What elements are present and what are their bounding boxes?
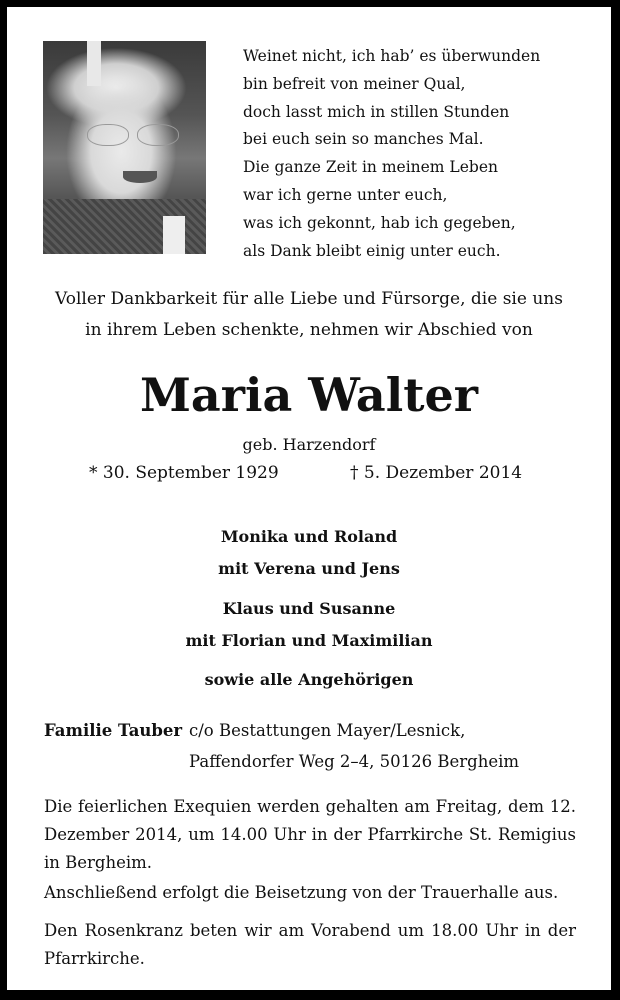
poem-line: bei euch sein so manches Mal. <box>243 130 484 149</box>
poem-line: doch lasst mich in stillen Stunden <box>243 102 510 121</box>
portrait-photo <box>43 41 206 254</box>
photo-mouth <box>123 171 157 183</box>
intro-line: Voller Dankbarkeit für alle Liebe und Fürsorge, die sie uns <box>55 289 563 309</box>
poem-line: bin befreit von meiner Qual, <box>243 74 466 93</box>
obituary-card <box>7 7 611 990</box>
notice-rosenkranz: Den Rosenkranz beten wir am Vorabend um 18.00 Uhr in der Pfarrkirche. <box>44 921 576 968</box>
mourner-line: Klaus und Susanne <box>222 599 396 618</box>
poem <box>243 43 540 265</box>
contact-address-line2: Paffendorfer Weg 2–4, 50126 Bergheim <box>189 752 520 771</box>
mourner-line: Monika und Roland <box>220 527 398 546</box>
poem-line: Weinet nicht, ich hab’ es überwunden <box>243 47 541 65</box>
photo-glasses <box>85 124 180 146</box>
photo-collar <box>163 216 185 254</box>
mourner-line: mit Verena und Jens <box>218 559 400 578</box>
mourner-line: mit Florian und Maximilian <box>185 631 433 650</box>
mourner-line: sowie alle Angehörigen <box>204 670 414 689</box>
contact-address-line1: c/o Bestattungen Mayer/Lesnick, <box>189 721 466 740</box>
poem-line: war ich gerne unter euch, <box>243 185 448 204</box>
deceased-name: Maria Walter <box>140 368 478 422</box>
intro-text <box>7 284 611 346</box>
poem-line: was ich gekonnt, hab ich gegeben, <box>243 213 516 232</box>
intro-line: in ihrem Leben schenkte, nehmen wir Abschied von <box>85 320 533 340</box>
death-date: † 5. Dezember 2014 <box>350 463 523 483</box>
notice-exequien: Die feierlichen Exequien werden gehalten am Freitag, dem 12. Dezember 2014, um 14.00 Uhr in der Pfarrkirche St. Remigius in Bergheim. <box>44 797 576 872</box>
contact-family: Familie Tauber <box>44 721 183 740</box>
poem-line: als Dank bleibt einig unter euch. <box>243 241 501 260</box>
birth-date: * 30. September 1929 <box>89 463 279 483</box>
poem-line: Die ganze Zeit in meinem Leben <box>243 158 498 177</box>
notice-beisetzung: Anschließend erfolgt die Beisetzung von der Trauerhalle aus. <box>44 883 559 902</box>
photo-background-pole <box>87 41 101 86</box>
maiden-name: geb. Harzendorf <box>242 435 376 454</box>
